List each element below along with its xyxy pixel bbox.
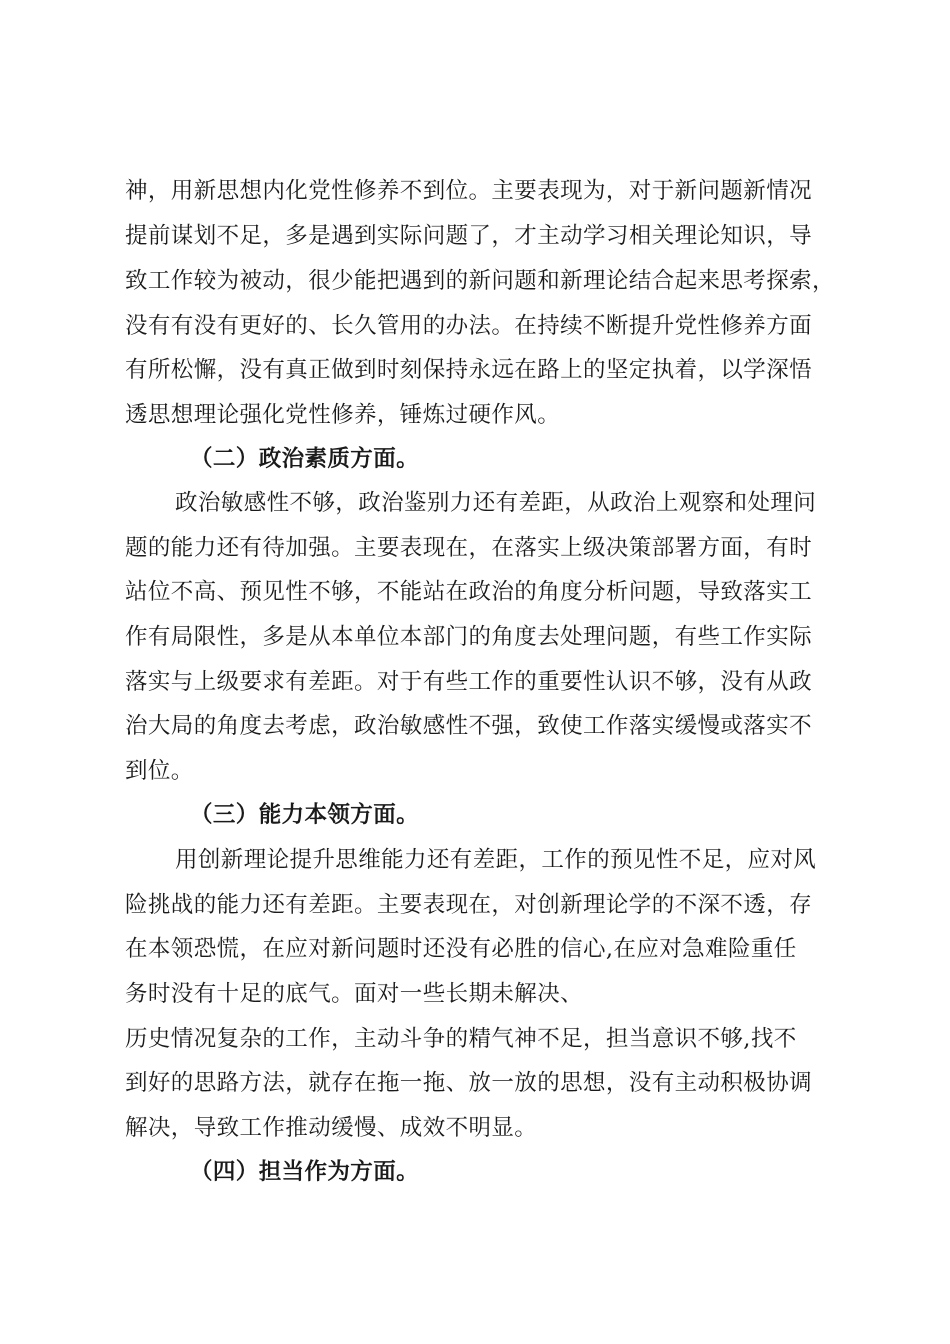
paragraph-line: 没有有没有更好的、长久管用的办法。在持续不断提升党性修养方面 <box>125 313 813 339</box>
paragraph-line: 历史情况复杂的工作，主动斗争的精气神不足，担当意识不够,找不 <box>125 1026 797 1052</box>
paragraph-line: 站位不高、预见性不够，不能站在政治的角度分析问题，导致落实工 <box>125 579 813 605</box>
section-heading: （四）担当作为方面。 <box>190 1159 420 1185</box>
paragraph-line: 险挑战的能力还有差距。主要表现在，对创新理论学的不深不透，存 <box>125 892 813 918</box>
paragraph-line: 用创新理论提升思维能力还有差距，工作的预见性不足，应对风 <box>175 847 817 873</box>
paragraph-line: 在本领恐慌，在应对新问题时还没有必胜的信心,在应对急难险重任 <box>125 936 797 962</box>
paragraph-line: 有所松懈，没有真正做到时刻保持永远在路上的坚定执着，以学深悟 <box>125 357 813 383</box>
paragraph-line: 致工作较为被动，很少能把遇到的新问题和新理论结合起来思考探索， <box>125 268 835 294</box>
paragraph-line: 提前谋划不足，多是遇到实际问题了，才主动学习相关理论知识，导 <box>125 223 813 249</box>
paragraph-line: 务时没有十足的底气。面对一些长期未解决、 <box>125 981 584 1007</box>
section-heading: （二）政治素质方面。 <box>190 446 420 472</box>
paragraph-line: 透思想理论强化党性修养，锤炼过硬作风。 <box>125 402 561 428</box>
paragraph-line: 政治敏感性不够，政治鉴别力还有差距，从政治上观察和处理问 <box>175 490 817 516</box>
paragraph-line: 解决，导致工作推动缓慢、成效不明显。 <box>125 1115 538 1141</box>
paragraph-line: 到好的思路方法，就存在拖一拖、放一放的思想，没有主动积极协调 <box>125 1070 813 1096</box>
paragraph-line: 题的能力还有待加强。主要表现在，在落实上级决策部署方面，有时 <box>125 535 813 561</box>
paragraph-line: 到位。 <box>125 758 194 784</box>
paragraph-line: 神，用新思想内化党性修养不到位。主要表现为，对于新问题新情况 <box>125 178 813 204</box>
section-heading: （三）能力本领方面。 <box>190 802 420 828</box>
paragraph-line: 作有局限性，多是从本单位本部门的角度去处理问题，有些工作实际 <box>125 624 813 650</box>
paragraph-line: 落实与上级要求有差距。对于有些工作的重要性认识不够，没有从政 <box>125 669 813 695</box>
paragraph-line: 治大局的角度去考虑，政治敏感性不强，致使工作落实缓慢或落实不 <box>125 713 813 739</box>
